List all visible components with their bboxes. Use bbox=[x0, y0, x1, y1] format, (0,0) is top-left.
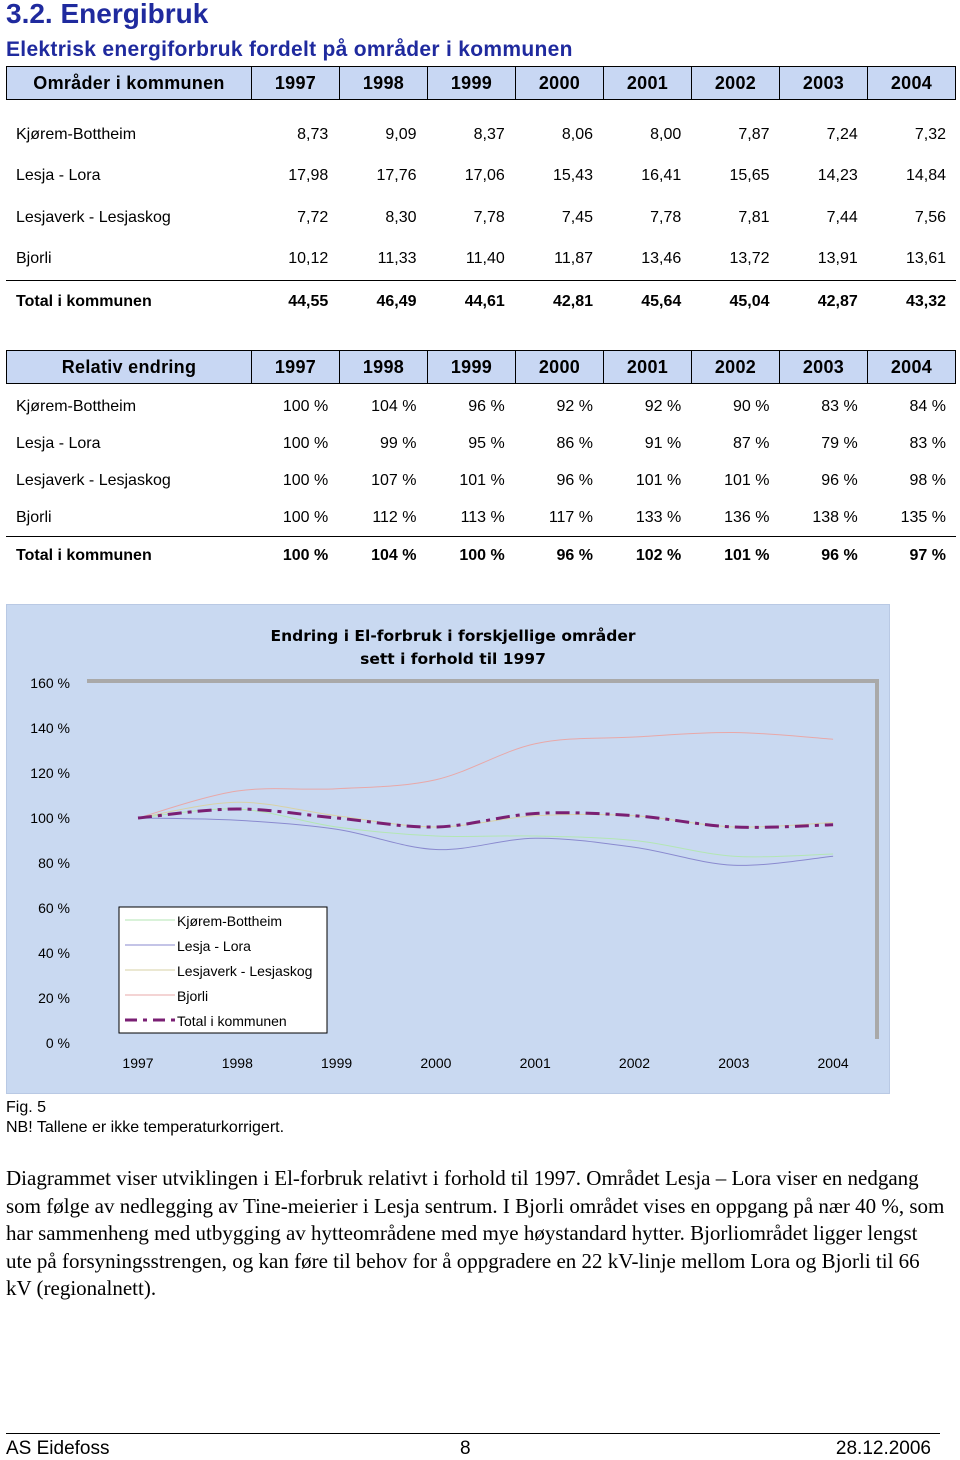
table-cell: 87 % bbox=[733, 434, 770, 452]
row-label: Bjorli bbox=[16, 508, 52, 526]
table-cell: 7,78 bbox=[650, 208, 682, 226]
table-cell: 7,32 bbox=[914, 125, 946, 143]
table-cell: 92 % bbox=[556, 397, 593, 415]
table-cell: 7,45 bbox=[561, 208, 593, 226]
table-row bbox=[6, 114, 956, 156]
table-cell: 104 % bbox=[371, 397, 417, 415]
column-header-year: 2001 bbox=[603, 351, 691, 383]
table-cell: 104 % bbox=[371, 546, 417, 564]
body-paragraph: Diagrammet viser utviklingen i El-forbruk relativt i forhold til 1997. Området Lesja – Lora viser en nedgang som følge av nedlegging av Tine-meierier i Lesja sentrum. I Bjorli området vises en oppgang på nær 40 %, som har sammenheng med utbygging av hytteområdene med mye høystandard hytter. Bjorliområdet ligger lengst ute på forsyningsstrengen, og kan føre til behov for å oppgradere en 22 kV-linje mellom Lora og Bjorli til 66 kV (regionalnett). bbox=[6, 1166, 945, 1300]
table-cell: 136 % bbox=[724, 508, 770, 526]
table-cell: 79 % bbox=[821, 434, 858, 452]
table-cell: 96 % bbox=[821, 546, 858, 564]
x-tick-label: 2000 bbox=[420, 1055, 452, 1071]
x-tick-label: 2003 bbox=[718, 1055, 750, 1071]
table-cell: 101 % bbox=[635, 471, 682, 489]
y-tick-label: 100 % bbox=[30, 810, 70, 826]
column-header-year: 2000 bbox=[515, 351, 603, 383]
column-header-year: 2000 bbox=[515, 67, 603, 99]
row-label: Bjorli bbox=[16, 250, 52, 268]
column-header-area: Områder i kommunen bbox=[33, 72, 225, 93]
row-label: Kjørem-Bottheim bbox=[16, 125, 137, 143]
table-cell: 13,61 bbox=[905, 250, 946, 268]
table-cell: 8,73 bbox=[297, 125, 329, 143]
table-cell: 96 % bbox=[556, 546, 593, 564]
row-label: Lesja - Lora bbox=[16, 167, 101, 185]
row-label: Lesjaverk - Lesjaskog bbox=[16, 471, 171, 489]
table-cell: 16,41 bbox=[641, 167, 682, 185]
table-cell: 8,37 bbox=[473, 125, 505, 143]
table-cell: 17,98 bbox=[288, 167, 329, 185]
footer-page-number: 8 bbox=[460, 1438, 471, 1459]
table-cell: 42,87 bbox=[817, 292, 858, 310]
figure-note: NB! Tallene er ikke temperaturkorrigert. bbox=[6, 1119, 285, 1136]
table-cell: 83 % bbox=[821, 397, 858, 415]
table-cell: 8,00 bbox=[650, 125, 682, 143]
table-cell: 100 % bbox=[282, 546, 329, 564]
column-header-year: 2003 bbox=[779, 351, 867, 383]
footer-date: 28.12.2006 bbox=[835, 1438, 931, 1459]
column-header-year: 1997 bbox=[251, 67, 339, 99]
table-cell: 101 % bbox=[724, 471, 770, 489]
table-cell: 101 % bbox=[724, 546, 770, 564]
table-cell: 102 % bbox=[635, 546, 682, 564]
relative-change-table bbox=[6, 350, 956, 574]
table-cell: 96 % bbox=[468, 397, 505, 415]
table-row bbox=[6, 239, 956, 282]
column-header-year: 2004 bbox=[867, 67, 955, 99]
table-cell: 42,81 bbox=[552, 292, 593, 310]
table-cell: 98 % bbox=[909, 471, 946, 489]
row-label: Total i kommunen bbox=[16, 546, 152, 564]
table-cell: 101 % bbox=[459, 471, 505, 489]
footer-company: AS Eidefoss bbox=[6, 1438, 110, 1459]
y-tick-label: 0 % bbox=[45, 1035, 70, 1051]
table-cell: 13,46 bbox=[641, 250, 682, 268]
table-cell: 7,56 bbox=[914, 208, 946, 226]
chart-title: Endring i El-forbruk i forskjellige områder bbox=[270, 627, 636, 645]
y-tick-label: 120 % bbox=[30, 765, 70, 781]
y-tick-label: 60 % bbox=[38, 900, 70, 916]
table-cell: 91 % bbox=[644, 434, 682, 452]
table-cell: 14,23 bbox=[817, 167, 858, 185]
table-cell: 86 % bbox=[556, 434, 593, 452]
footer-divider bbox=[6, 1433, 940, 1434]
y-tick-label: 160 % bbox=[30, 675, 70, 691]
legend-label: Kjørem-Bottheim bbox=[177, 913, 283, 929]
figure-number: Fig. 5 bbox=[6, 1099, 47, 1116]
row-label: Kjørem-Bottheim bbox=[16, 397, 137, 415]
row-label: Lesjaverk - Lesjaskog bbox=[16, 208, 171, 226]
table-cell: 13,91 bbox=[817, 250, 858, 268]
x-tick-label: 1999 bbox=[321, 1055, 353, 1071]
section-title: 3.2. Energibruk bbox=[6, 0, 209, 29]
table-header bbox=[6, 66, 956, 100]
table-cell: 15,65 bbox=[729, 167, 770, 185]
table-row bbox=[6, 156, 956, 198]
table-row bbox=[6, 197, 956, 239]
table-cell: 113 % bbox=[460, 508, 505, 526]
table-cell: 17,76 bbox=[376, 167, 417, 185]
table-row bbox=[6, 462, 956, 499]
x-tick-label: 1998 bbox=[221, 1055, 253, 1071]
y-tick-label: 20 % bbox=[38, 990, 70, 1006]
y-tick-label: 40 % bbox=[38, 945, 70, 961]
table-cell: 17,06 bbox=[464, 167, 505, 185]
column-header-year: 2001 bbox=[603, 67, 691, 99]
table-cell: 107 % bbox=[371, 471, 417, 489]
table-row bbox=[6, 388, 956, 425]
table-cell: 8,30 bbox=[385, 208, 417, 226]
table-cell: 11,87 bbox=[554, 250, 593, 268]
table-cell: 7,24 bbox=[826, 125, 858, 143]
table-cell: 45,64 bbox=[641, 292, 682, 310]
table-cell: 112 % bbox=[372, 508, 417, 526]
x-tick-label: 2004 bbox=[817, 1055, 849, 1071]
chart-title: sett i forhold til 1997 bbox=[360, 650, 546, 668]
table-cell: 7,72 bbox=[297, 208, 329, 226]
table-cell: 43,32 bbox=[905, 292, 946, 310]
table-cell: 135 % bbox=[900, 508, 946, 526]
column-header-year: 1998 bbox=[339, 351, 427, 383]
table-cell: 14,84 bbox=[905, 167, 946, 185]
table-cell: 46,49 bbox=[376, 292, 417, 310]
table-cell: 100 % bbox=[282, 508, 329, 526]
table-cell: 11,40 bbox=[465, 250, 505, 268]
table-cell: 97 % bbox=[909, 546, 946, 564]
table-cell: 96 % bbox=[821, 471, 858, 489]
table-cell: 44,61 bbox=[464, 292, 505, 310]
table-cell: 7,44 bbox=[826, 208, 858, 226]
table-cell: 13,72 bbox=[729, 250, 770, 268]
column-header-year: 2002 bbox=[691, 351, 779, 383]
x-tick-label: 1997 bbox=[122, 1055, 154, 1071]
table-row bbox=[6, 537, 956, 574]
table-cell: 100 % bbox=[459, 546, 505, 564]
table-cell: 45,04 bbox=[729, 292, 770, 310]
column-header-year: 1998 bbox=[339, 67, 427, 99]
table-cell: 8,06 bbox=[561, 125, 593, 143]
table-cell: 100 % bbox=[282, 434, 329, 452]
table-cell: 7,87 bbox=[738, 125, 770, 143]
column-header-year: 2003 bbox=[779, 67, 867, 99]
table-cell: 7,78 bbox=[473, 208, 505, 226]
legend-label: Lesjaverk - Lesjaskog bbox=[177, 963, 313, 979]
table-header bbox=[6, 350, 956, 384]
column-header-year: 2002 bbox=[691, 67, 779, 99]
table-cell: 84 % bbox=[909, 397, 946, 415]
figure-caption bbox=[6, 1098, 284, 1138]
table-cell: 90 % bbox=[733, 397, 770, 415]
y-tick-label: 80 % bbox=[38, 855, 70, 871]
legend-label: Lesja - Lora bbox=[177, 938, 251, 954]
row-label: Total i kommunen bbox=[16, 292, 152, 310]
table-row bbox=[6, 281, 956, 323]
table-cell: 138 % bbox=[812, 508, 858, 526]
row-label: Lesja - Lora bbox=[16, 434, 101, 452]
line-chart bbox=[6, 604, 890, 1094]
table-cell: 9,09 bbox=[385, 125, 417, 143]
column-header-year: 1999 bbox=[427, 67, 515, 99]
consumption-table bbox=[6, 66, 956, 323]
column-header-relative: Relativ endring bbox=[61, 356, 197, 377]
table-cell: 100 % bbox=[282, 397, 329, 415]
table-row bbox=[6, 499, 956, 537]
table-cell: 99 % bbox=[380, 434, 417, 452]
x-tick-label: 2001 bbox=[519, 1055, 551, 1071]
chart-canvas bbox=[7, 605, 889, 1093]
y-tick-label: 140 % bbox=[30, 720, 70, 736]
table-row bbox=[6, 425, 956, 462]
table-cell: 95 % bbox=[468, 434, 505, 452]
table-cell: 7,81 bbox=[738, 208, 770, 226]
table-cell: 100 % bbox=[282, 471, 329, 489]
x-tick-label: 2002 bbox=[618, 1055, 651, 1071]
table-cell: 83 % bbox=[909, 434, 946, 452]
column-header-year: 1999 bbox=[427, 351, 515, 383]
legend-label: Total i kommunen bbox=[177, 1013, 287, 1029]
table-cell: 133 % bbox=[635, 508, 682, 526]
table-cell: 92 % bbox=[644, 397, 682, 415]
legend-label: Bjorli bbox=[177, 988, 209, 1004]
table-cell: 15,43 bbox=[552, 167, 593, 185]
table-cell: 44,55 bbox=[288, 292, 329, 310]
table-cell: 117 % bbox=[548, 508, 593, 526]
column-header-year: 2004 bbox=[867, 351, 955, 383]
table-cell: 11,33 bbox=[377, 250, 417, 268]
table-cell: 10,12 bbox=[288, 250, 329, 268]
column-header-year: 1997 bbox=[251, 351, 339, 383]
subtitle: Elektrisk energiforbruk fordelt på områder i kommunen bbox=[6, 38, 573, 61]
table-cell: 96 % bbox=[556, 471, 593, 489]
